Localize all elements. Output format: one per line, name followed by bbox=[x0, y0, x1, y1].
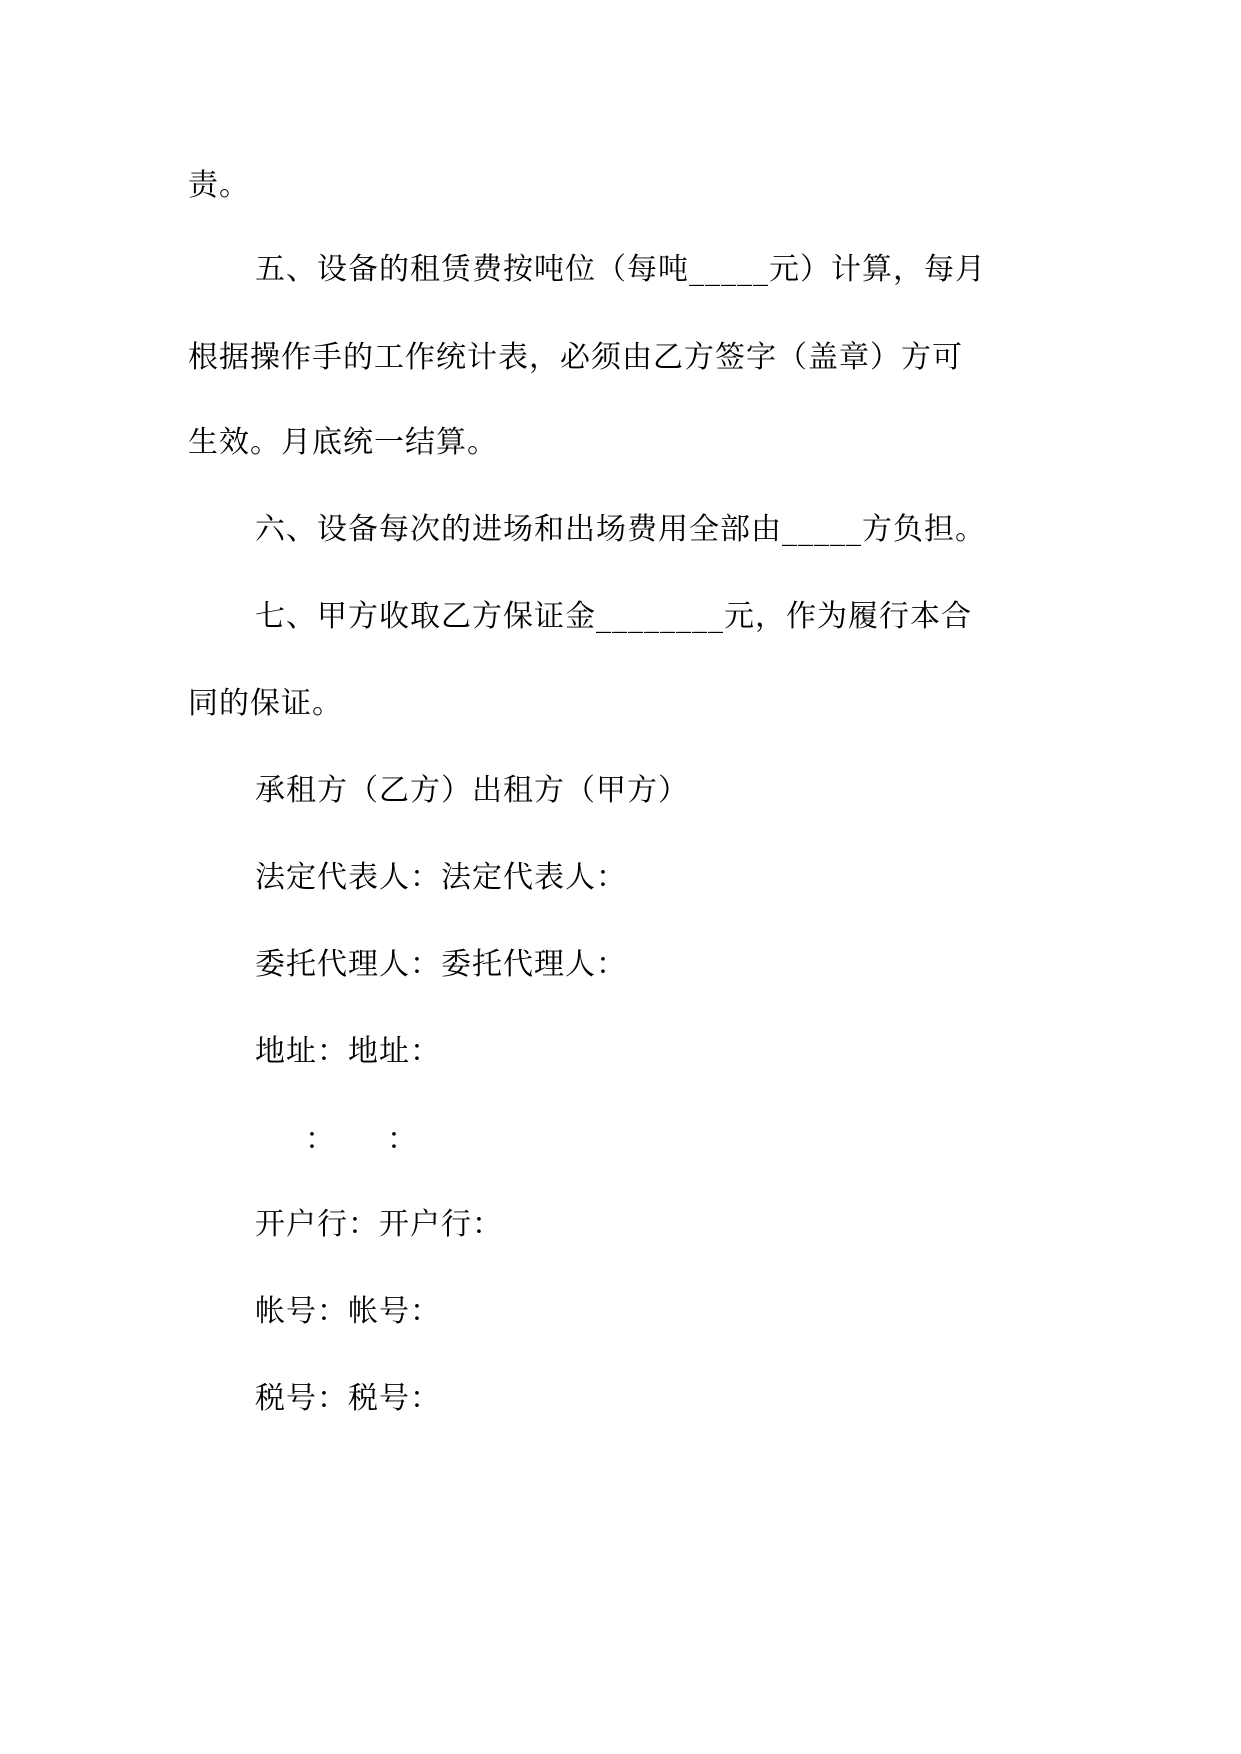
account-number-row: 帐号：帐号： bbox=[255, 1294, 441, 1329]
paragraph-4-end: 责。 bbox=[188, 168, 250, 203]
blank-field-colon-right: ： bbox=[387, 1122, 417, 1157]
clause-5-line-1: 五、设备的租赁费按吨位（每吨_____元）计算，每月 bbox=[255, 252, 986, 287]
tax-number-row: 税号：税号： bbox=[255, 1381, 441, 1416]
clause-7-line-2: 同的保证。 bbox=[188, 686, 343, 721]
blank-field-row bbox=[305, 1120, 417, 1160]
parties-heading: 承租方（乙方）出租方（甲方） bbox=[255, 773, 689, 808]
authorized-agent-row: 委托代理人：委托代理人： bbox=[255, 947, 627, 982]
clause-5-line-2: 根据操作手的工作统计表，必须由乙方签字（盖章）方可 bbox=[188, 340, 963, 375]
clause-5-line-3: 生效。月底统一结算。 bbox=[188, 425, 498, 460]
clause-7-line-1: 七、甲方收取乙方保证金________元，作为履行本合 bbox=[255, 599, 972, 634]
clause-6: 六、设备每次的进场和出场费用全部由_____方负担。 bbox=[255, 512, 986, 547]
address-row: 地址：地址： bbox=[255, 1034, 441, 1069]
blank-field-colon-left: ： bbox=[305, 1122, 335, 1157]
bank-row: 开户行：开户行： bbox=[255, 1207, 503, 1242]
legal-representative-row: 法定代表人：法定代表人： bbox=[255, 860, 627, 895]
